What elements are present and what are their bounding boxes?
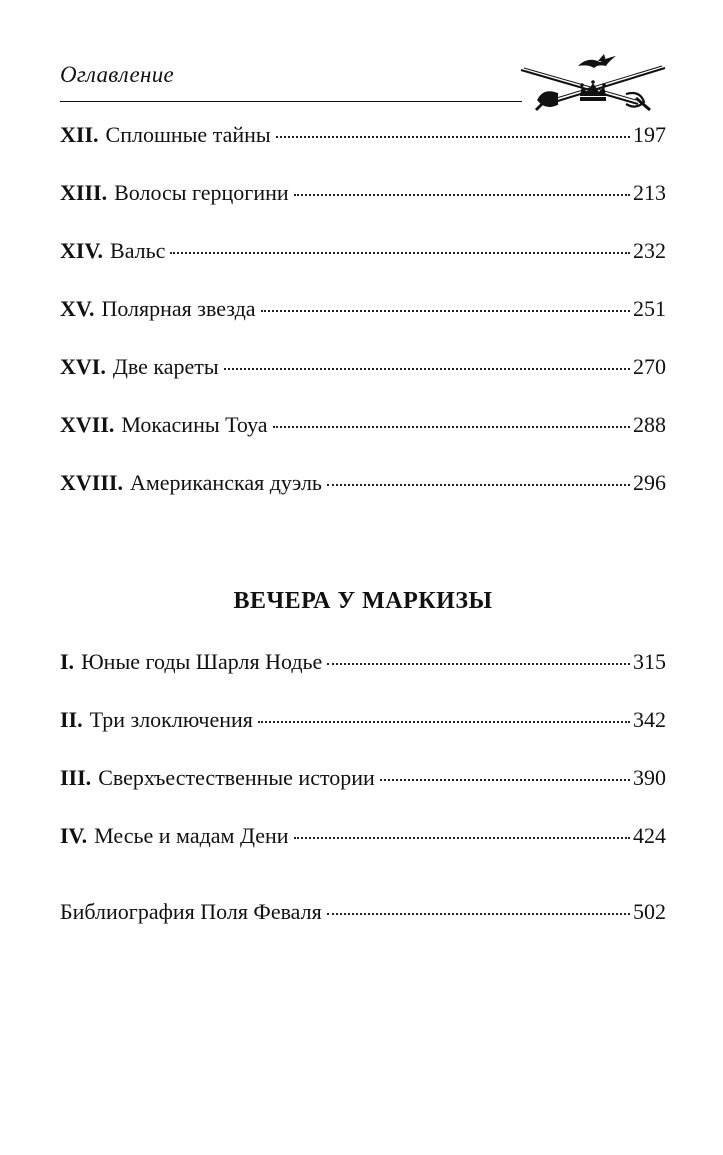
toc-part2 [60,648,666,880]
toc-part1 [60,121,666,527]
toc-entry[interactable] [60,822,666,880]
page-number: 424 [633,823,666,848]
page-number: 251 [633,296,666,321]
running-header [60,52,666,112]
dot-leader [294,194,630,196]
toc-entry[interactable] [60,764,666,822]
crossed-swords-crown-bird-icon [518,52,668,114]
chapter-title: Сплошные тайны [105,122,271,147]
toc-entry[interactable] [60,237,666,295]
dot-leader [261,310,630,312]
dot-leader [170,252,630,254]
bibliography-title: Библиография Поля Феваля [60,899,322,924]
header-title: Оглавление [60,62,175,87]
toc-entry[interactable] [60,121,666,179]
page-number: 288 [633,412,666,437]
toc-entry[interactable] [60,179,666,237]
toc-entry[interactable] [60,353,666,411]
chapter-number: XVI. [60,354,106,379]
dot-leader [380,779,630,781]
section-heading: ВЕЧЕРА У МАРКИЗЫ [233,588,493,614]
dot-leader [258,721,630,723]
dot-leader [327,484,630,486]
toc-entry[interactable] [60,706,666,764]
toc-entry[interactable] [60,295,666,353]
page-number: 315 [633,649,666,674]
dot-leader [327,913,630,915]
page-number: 390 [633,765,666,790]
chapter-title: Три злоключения [89,707,253,732]
dot-leader [276,136,630,138]
header-rule [60,101,522,102]
chapter-title: Две кареты [112,354,219,379]
page-number: 502 [633,899,666,924]
chapter-title: Мокасины Тоуа [121,412,268,437]
page-number: 342 [633,707,666,732]
chapter-title: Полярная звезда [101,296,256,321]
chapter-number: I. [60,649,75,674]
toc-entry[interactable] [60,469,666,527]
toc-entry-bibliography[interactable] [60,898,666,956]
chapter-number: IV. [60,823,88,848]
page-number: 213 [633,180,666,205]
chapter-number: XVIII. [60,470,123,495]
dot-leader [273,426,630,428]
page-number: 270 [633,354,666,379]
chapter-number: XV. [60,296,95,321]
chapter-title: Юные годы Шарля Нодье [81,649,323,674]
chapter-number: XII. [60,122,99,147]
page-number: 296 [633,470,666,495]
toc-entry[interactable] [60,648,666,706]
page-number: 197 [633,122,666,147]
dot-leader [294,837,630,839]
chapter-number: II. [60,707,83,732]
dot-leader [327,663,630,665]
dot-leader [224,368,630,370]
chapter-number: XIV. [60,238,104,263]
chapter-title: Вальс [110,238,166,263]
chapter-title: Американская дуэль [129,470,322,495]
chapter-title: Волосы герцогини [114,180,289,205]
page-number: 232 [633,238,666,263]
toc-entry[interactable] [60,411,666,469]
chapter-number: XVII. [60,412,115,437]
chapter-number: XIII. [60,180,108,205]
toc-bibliography [60,898,666,956]
chapter-title: Сверхъестественные истории [98,765,375,790]
chapter-number: III. [60,765,92,790]
chapter-title: Месье и мадам Дени [94,823,289,848]
